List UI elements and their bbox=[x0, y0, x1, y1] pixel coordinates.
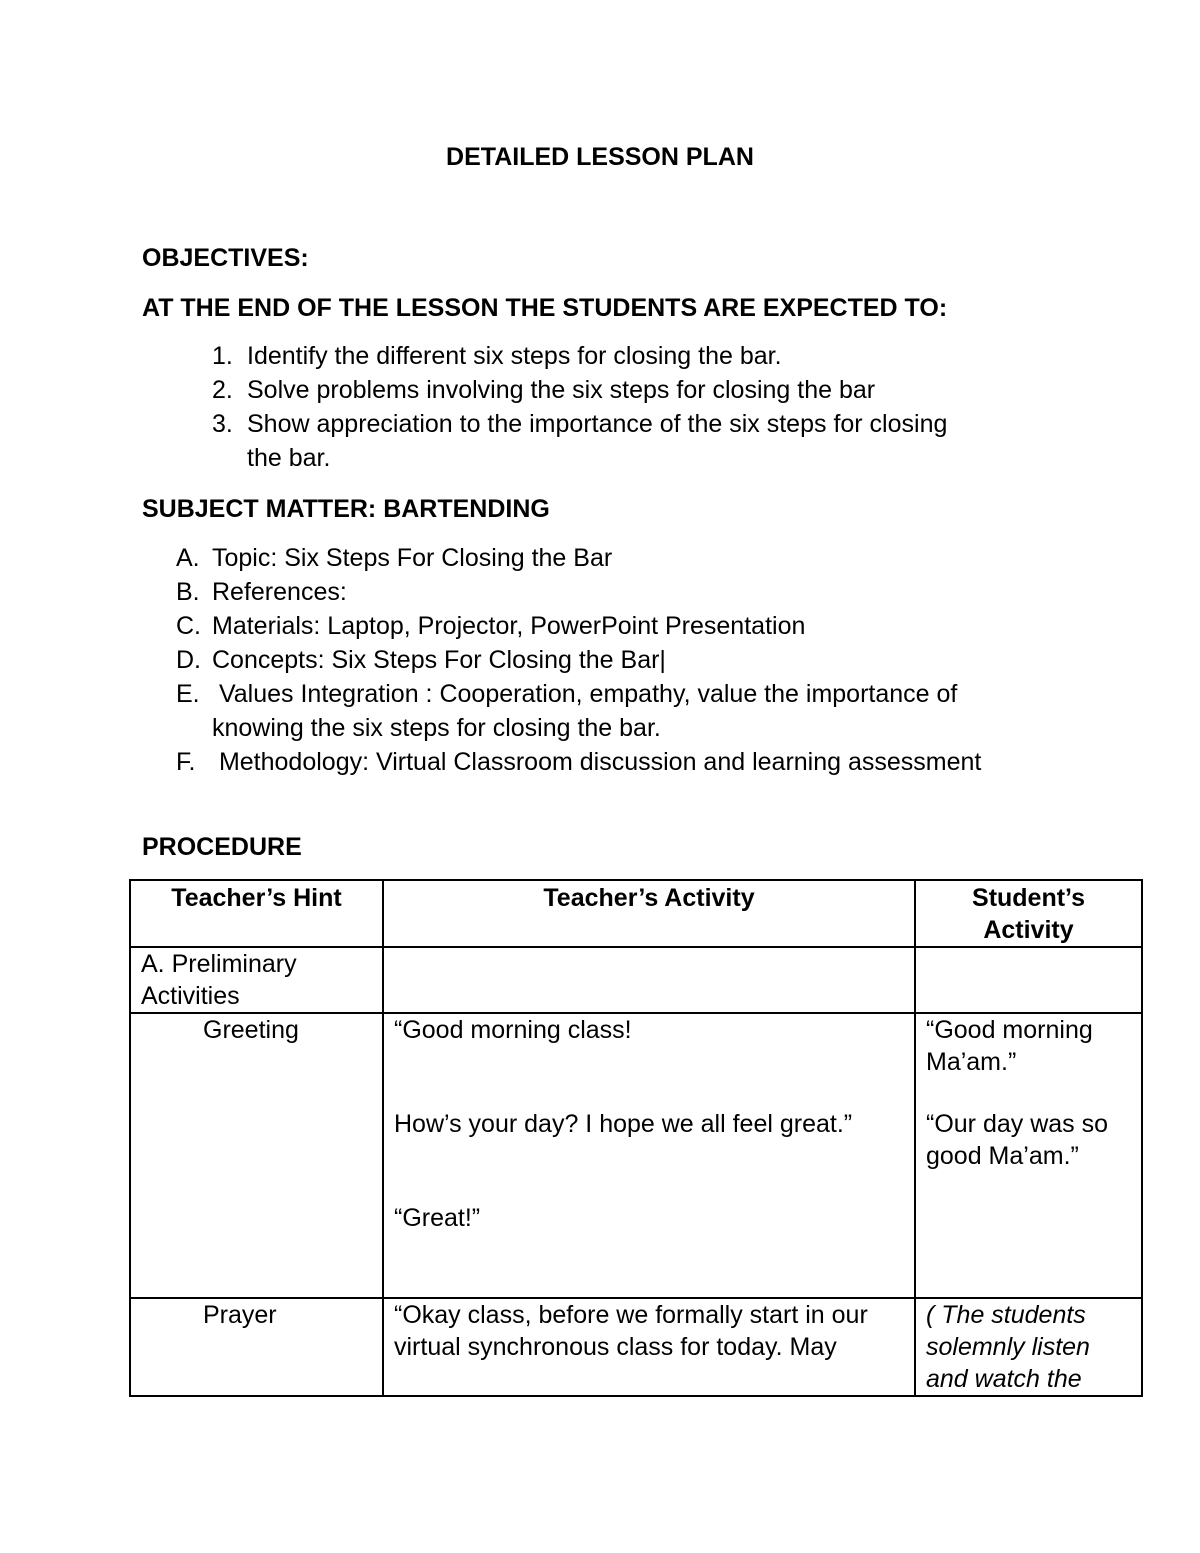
list-item bbox=[212, 407, 233, 441]
teacher-line: How’s your day? I hope we all feel great.” bbox=[394, 1110, 853, 1138]
preliminary-hint-cell: A. Preliminary Activities bbox=[130, 947, 383, 1013]
list-item-text: References: bbox=[212, 578, 347, 606]
list-item-text: Show appreciation to the importance of the six steps for closing bbox=[247, 410, 948, 438]
list-item bbox=[212, 373, 233, 407]
teacher-line: “Okay class, before we formally start in our bbox=[394, 1301, 868, 1329]
list-item-text: Materials: Laptop, Projector, PowerPoint Presentation bbox=[212, 612, 806, 640]
greeting-hint-cell: Greeting bbox=[130, 1013, 383, 1298]
list-item-text: Topic: Six Steps For Closing the Bar bbox=[212, 544, 613, 572]
expected-heading: AT THE END OF THE LESSON THE STUDENTS ARE EXPECTED TO: bbox=[142, 294, 948, 322]
list-item-text: Methodology: Virtual Classroom discussion and learning assessment bbox=[212, 748, 982, 776]
spacer bbox=[394, 1046, 904, 1108]
table-row bbox=[130, 1013, 1142, 1298]
prayer-teacher-cell bbox=[383, 1298, 915, 1396]
subject-heading: SUBJECT MATTER: BARTENDING bbox=[142, 495, 550, 523]
teacher-line: “Great!” bbox=[394, 1204, 481, 1232]
student-line: “Our day was so good Ma’am.” bbox=[926, 1110, 1109, 1170]
spacer bbox=[926, 1078, 1131, 1108]
objectives-heading: OBJECTIVES: bbox=[142, 244, 309, 272]
column-header-student: Student’s Activity bbox=[915, 880, 1142, 947]
procedure-heading: PROCEDURE bbox=[142, 833, 302, 861]
list-number: 1. bbox=[212, 342, 233, 370]
list-letter: F. bbox=[176, 748, 196, 776]
list-number: 3. bbox=[212, 410, 233, 438]
greeting-student-cell bbox=[915, 1013, 1142, 1298]
spacer bbox=[394, 1140, 904, 1202]
list-item-text: the bar. bbox=[247, 444, 331, 472]
list-item-text: knowing the six steps for closing the bar. bbox=[212, 714, 661, 742]
list-letter: C. bbox=[176, 612, 201, 640]
empty-cell bbox=[383, 947, 915, 1013]
list-item-text: Values Integration : Cooperation, empathy, value the importance of bbox=[212, 680, 958, 708]
list-item bbox=[212, 339, 233, 373]
procedure-table bbox=[129, 879, 1143, 1397]
list-letter: B. bbox=[176, 578, 200, 606]
student-line: “Good morning Ma’am.” bbox=[926, 1016, 1093, 1076]
column-header-teacher: Teacher’s Activity bbox=[383, 880, 915, 947]
table-row bbox=[130, 947, 1142, 1013]
prayer-hint-cell: Prayer bbox=[130, 1298, 383, 1396]
empty-cell bbox=[915, 947, 1142, 1013]
list-number: 2. bbox=[212, 376, 233, 404]
greeting-teacher-cell bbox=[383, 1013, 915, 1298]
page-title: DETAILED LESSON PLAN bbox=[446, 143, 754, 171]
list-item-text: Identify the different six steps for closing the bar. bbox=[247, 342, 782, 370]
column-header-hint: Teacher’s Hint bbox=[130, 880, 383, 947]
list-letter: A. bbox=[176, 544, 200, 572]
table-row bbox=[130, 1298, 1142, 1396]
teacher-line: virtual synchronous class for today. May bbox=[394, 1333, 837, 1361]
list-letter: E. bbox=[176, 680, 200, 708]
teacher-line: “Good morning class! bbox=[394, 1016, 632, 1044]
prayer-student-cell: ( The students solemnly listen and watch the bbox=[915, 1298, 1142, 1396]
list-item-text: Solve problems involving the six steps for closing the bar bbox=[247, 376, 876, 404]
list-letter: D. bbox=[176, 646, 201, 674]
list-item-text: Concepts: Six Steps For Closing the Bar| bbox=[212, 646, 666, 674]
table-header-row bbox=[130, 880, 1142, 947]
